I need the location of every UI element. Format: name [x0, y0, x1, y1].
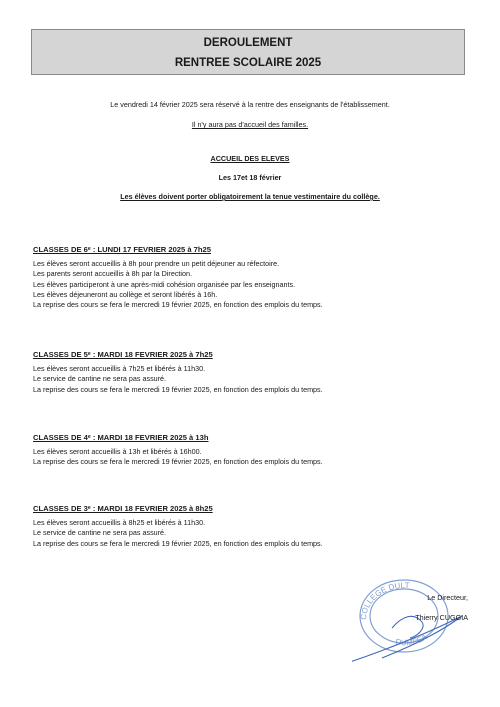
title-line-2: RENTREE SCOLAIRE 2025: [174, 57, 322, 69]
intro-line-2: Il n'y aura pas d'accueil des familles.: [191, 120, 309, 129]
section-heading: CLASSES DE 6ᵉ : LUNDI 17 FEVRIER 2025 à 7h25: [33, 245, 211, 254]
section-line: Les élèves seront accueillis à 8h25 et libérés à 11h30.: [33, 518, 206, 528]
section-line: La reprise des cours se fera le mercredi 19 février 2025, en fonction des emplois du temps.: [33, 300, 323, 310]
signature-name: Thierry CUGGIA: [415, 613, 468, 622]
accueil-dates: Les 17et 18 février: [218, 173, 282, 182]
section-4e: [33, 433, 473, 468]
section-line: La reprise des cours se fera le mercredi 19 février 2025, en fonction des emplois du temps.: [33, 384, 323, 394]
title-line-1: DEROULEMENT: [203, 37, 293, 49]
stamp-top-text: COLLEGE DULT: [358, 580, 410, 621]
accueil-notice: Les élèves doivent porter obligatoirement la tenue vestimentaire du collège.: [120, 192, 380, 201]
accueil-title: ACCUEIL DES ELEVES: [210, 154, 290, 163]
section-line: La reprise des cours se fera le mercredi 19 février 2025, en fonction des emplois du temps.: [33, 538, 323, 548]
section-line: Le service de cantine ne sera pas assuré.: [33, 528, 167, 538]
section-heading: CLASSES DE 4ᵉ : MARDI 18 FEVRIER 2025 à 13h: [33, 433, 209, 442]
section-6e: [33, 245, 473, 310]
document-title-box: [31, 29, 465, 75]
section-line: Les élèves seront accueillis à 8h pour prendre un petit déjeuner au réfectoire.: [33, 259, 280, 269]
section-3e: [33, 504, 473, 549]
section-heading: CLASSES DE 3ᵉ : MARDI 18 FEVRIER 2025 à 8h25: [33, 504, 213, 513]
section-heading: CLASSES DE 5ᵉ : MARDI 18 FEVRIER 2025 à 7h25: [33, 350, 213, 359]
signature-title: Le Directeur,: [427, 593, 468, 602]
section-line: Le service de cantine ne sera pas assuré.: [33, 374, 167, 384]
section-5e: [33, 350, 473, 395]
section-line: La reprise des cours se fera le mercredi 19 février 2025, en fonction des emplois du temps.: [33, 457, 323, 467]
section-line: Les élèves participeront à une après-midi cohésion organisée par les enseignants.: [33, 279, 296, 289]
stamp-bottom-text: DUMBEA: [394, 632, 429, 648]
intro-line-1: Le vendredi 14 février 2025 sera réservé à la rentre des enseignants de l'établissement.: [110, 100, 390, 109]
section-line: Les élèves seront accueillis à 7h25 et libérés à 11h30.: [33, 364, 206, 374]
section-line: Les élèves seront accueillis à 13h et libérés à 16h00.: [33, 447, 202, 457]
section-line: Les parents seront accueillis à 8h par la Direction.: [33, 269, 193, 279]
section-line: Les élèves déjeuneront au collège et seront libérés à 16h.: [33, 289, 218, 299]
